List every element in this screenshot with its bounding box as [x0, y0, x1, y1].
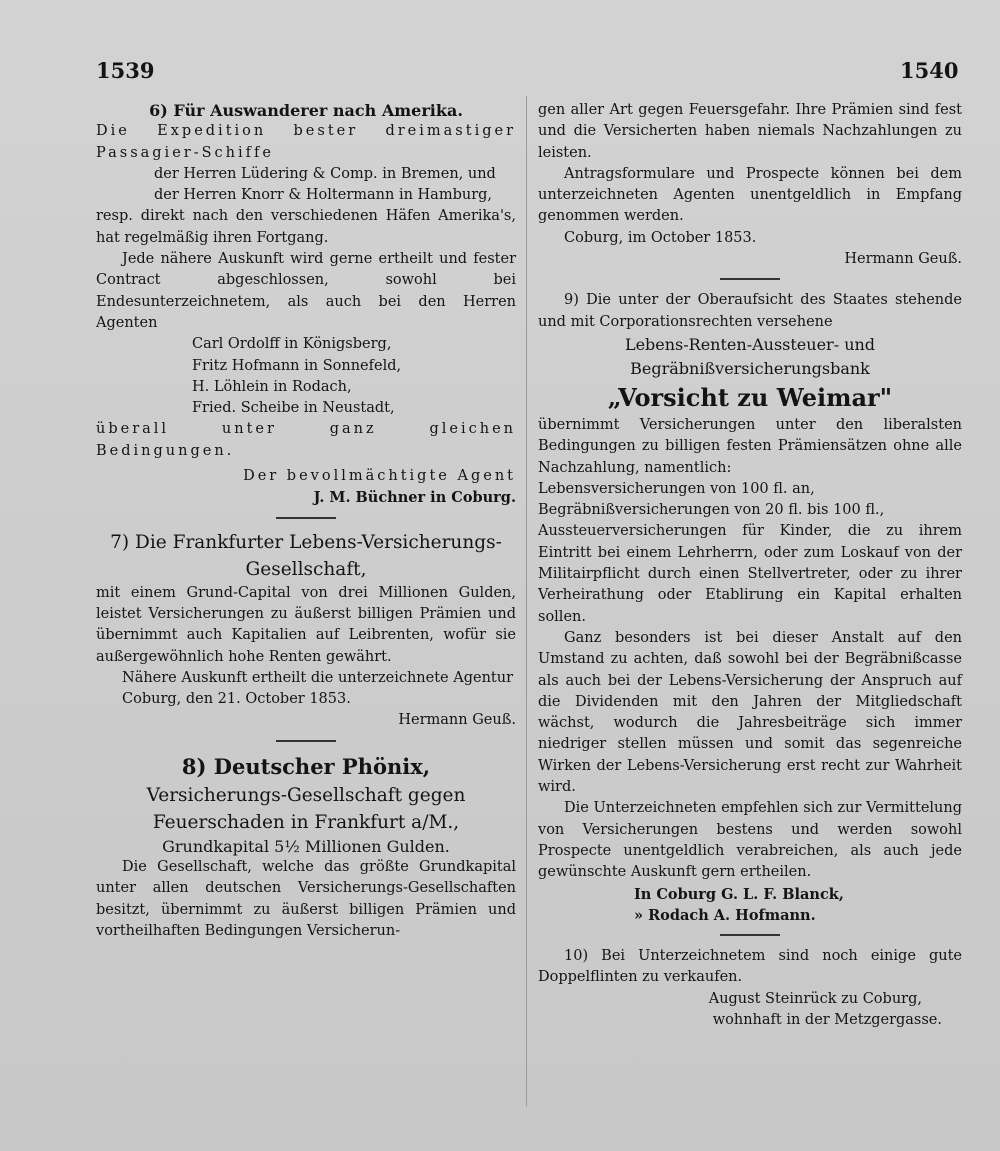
ad-8-signature: Hermann Geuß. — [844, 251, 962, 268]
ad-9-note: Ganz besonders ist bei dieser Anstalt auf den Umstand zu achten, daß sowohl bei der Begräbnißcasse als auch bei der Lebens-Versicherung der Anspruch auf die Dividenden mit den Jahren der Mitgliedschaft wächst, wodurch die Jahresbeiträge sich immer niedriger stellen müssen und somit das segenreiche Wirken der Lebens-Versicherung erst recht zur Wahrheit wird. — [538, 629, 962, 796]
ad-10-heading: 10) Bei Unterzeichnetem sind noch einige gute Doppelflinten zu verkaufen. — [538, 948, 962, 986]
ad-7-date: Coburg, den 21. October 1853. — [122, 691, 351, 708]
ad-6-emigrants — [96, 100, 516, 509]
ad-10-signature-1: August Steinrück zu Coburg, — [708, 990, 922, 1007]
left-column — [96, 100, 516, 942]
page-number-right: 1540 — [900, 58, 959, 83]
ad-7-signature: Hermann Geuß. — [398, 712, 516, 729]
ad-7-frankfurt-life — [96, 529, 516, 732]
ad-6-agent-3: H. Löhlein in Rodach, — [192, 378, 352, 395]
ad-7-heading: 7) Die Frankfurter Lebens-Versicherungs-Gesellschaft, — [110, 531, 502, 580]
ad-9-signature-2: » Rodach A. Hofmann. — [634, 906, 816, 924]
ad-9-weimar — [538, 290, 962, 926]
ad-9-intro: übernimmt Versicherungen unter den liberalsten Bedingungen zu billigen festen Prämiensätzen ohne alle Nachzahlung, namentlich: — [538, 416, 962, 476]
ad-8-date: Coburg, im October 1853. — [564, 229, 757, 246]
ad-9-bank-name: Lebens-Renten-Aussteuer- und Begräbnißversicherungsbank — [624, 334, 876, 378]
separator-rule — [276, 517, 336, 519]
ad-6-line-4: resp. direkt nach den verschiedenen Häfen Amerika's, hat regelmäßig ihren Fortgang. — [96, 208, 516, 246]
ad-8-heading: 8) Deutscher Phönix, — [181, 753, 431, 779]
ad-6-line-5: Jede nähere Auskunft wird gerne ertheilt und fester Contract abgeschlossen, sowohl bei Endesunterzeichnetem, als auch bei den Herren Agenten — [96, 251, 516, 331]
ad-9-signature-1: In Coburg G. L. F. Blanck, — [634, 885, 844, 903]
ad-9-heading: 9) Die unter der Oberaufsicht des Staates stehende und mit Corporationsrechten versehene — [538, 292, 962, 330]
ad-9-item-1: Lebensversicherungen von 100 fl. an, — [538, 480, 815, 497]
ad-6-line-6: überall unter ganz gleichen Bedingungen. — [96, 421, 516, 459]
ad-6-agent-1: Carl Ordolff in Königsberg, — [192, 336, 392, 353]
ad-10-shotguns — [538, 946, 962, 1031]
ad-10-signature-2: wohnhaft in der Metzgergasse. — [712, 1011, 942, 1028]
ad-6-heading: 6) Für Auswanderer nach Amerika. — [149, 101, 463, 120]
page-number-left: 1539 — [96, 58, 155, 83]
ad-9-item-3: Aussteuerversicherungen für Kinder, die zu ihrem Eintritt bei einem Lehrherrn, oder zum Loskauf von der Militairpflicht durch einen Stellvertreter, oder zu ihrer Verheirathung oder Etablirung ein Kapital erhalten sollen. — [538, 523, 962, 625]
ad-8-forms: Antragsformulare und Prospecte können bei dem unterzeichneten Agenten unentgeldlich in Empfang genommen werden. — [538, 165, 962, 225]
ad-9-recommend: Die Unterzeichneten empfehlen sich zur Vermittelung von Versicherungen bestens und werden sowohl Prospecte unentgeldlich verabreichen, als auch jede gewünschte Auskunft gern ertheilen. — [538, 800, 962, 881]
separator-rule — [720, 278, 780, 280]
ad-8-body: Die Gesellschaft, welche das größte Grundkapital unter allen deutschen Versicherungs-Gesellschaften besitzt, übernimmt zu äußerst billigen Prämien und vortheilhaften Bedingungen Versicherun- — [96, 859, 516, 939]
ad-6-line-1: Die Expedition bester dreimastiger Passagier-Schiffe — [96, 123, 516, 161]
ad-8-capital: Grundkapital 5½ Millionen Gulden. — [162, 836, 450, 856]
ad-6-line-2: der Herren Lüdering & Comp. in Bremen, und — [154, 165, 496, 182]
ad-6-line-3: der Herren Knorr & Holtermann in Hamburg, — [154, 187, 493, 204]
ad-8-phoenix — [96, 752, 516, 942]
right-column — [538, 100, 962, 1031]
separator-rule — [276, 740, 336, 742]
ad-6-agent-2: Fritz Hofmann in Sonnefeld, — [192, 357, 402, 374]
column-divider — [526, 96, 527, 1106]
ad-7-body: mit einem Grund-Capital von drei Millionen Gulden, leistet Versicherungen zu äußerst billigen Prämien und übernimmt auch Kapitalien auf Leibrenten, wofür sie außergewöhnlich hohe Renten gewährt. — [96, 584, 516, 665]
ad-6-agent-4: Fried. Scheibe in Neustadt, — [192, 400, 395, 417]
ad-6-signature-title: Der bevollmächtigte Agent — [243, 468, 516, 485]
ad-6-signature-name: J. M. Büchner in Coburg. — [313, 489, 516, 507]
ad-7-info: Nähere Auskunft ertheilt die unterzeichnete Agentur — [122, 669, 514, 686]
separator-rule — [720, 934, 780, 936]
ad-9-title: „Vorsicht zu Weimar" — [607, 382, 893, 412]
ad-8-continued — [538, 100, 962, 270]
ad-8-body-continued: gen aller Art gegen Feuersgefahr. Ihre Prämien sind fest und die Versicherten haben niemals Nachzahlungen zu leisten. — [538, 102, 962, 161]
ad-8-subtitle: Versicherungs-Gesellschaft gegen Feuerschaden in Frankfurt a/M., — [146, 784, 466, 833]
ad-9-item-2: Begräbnißversicherungen von 20 fl. bis 100 fl., — [538, 502, 885, 519]
